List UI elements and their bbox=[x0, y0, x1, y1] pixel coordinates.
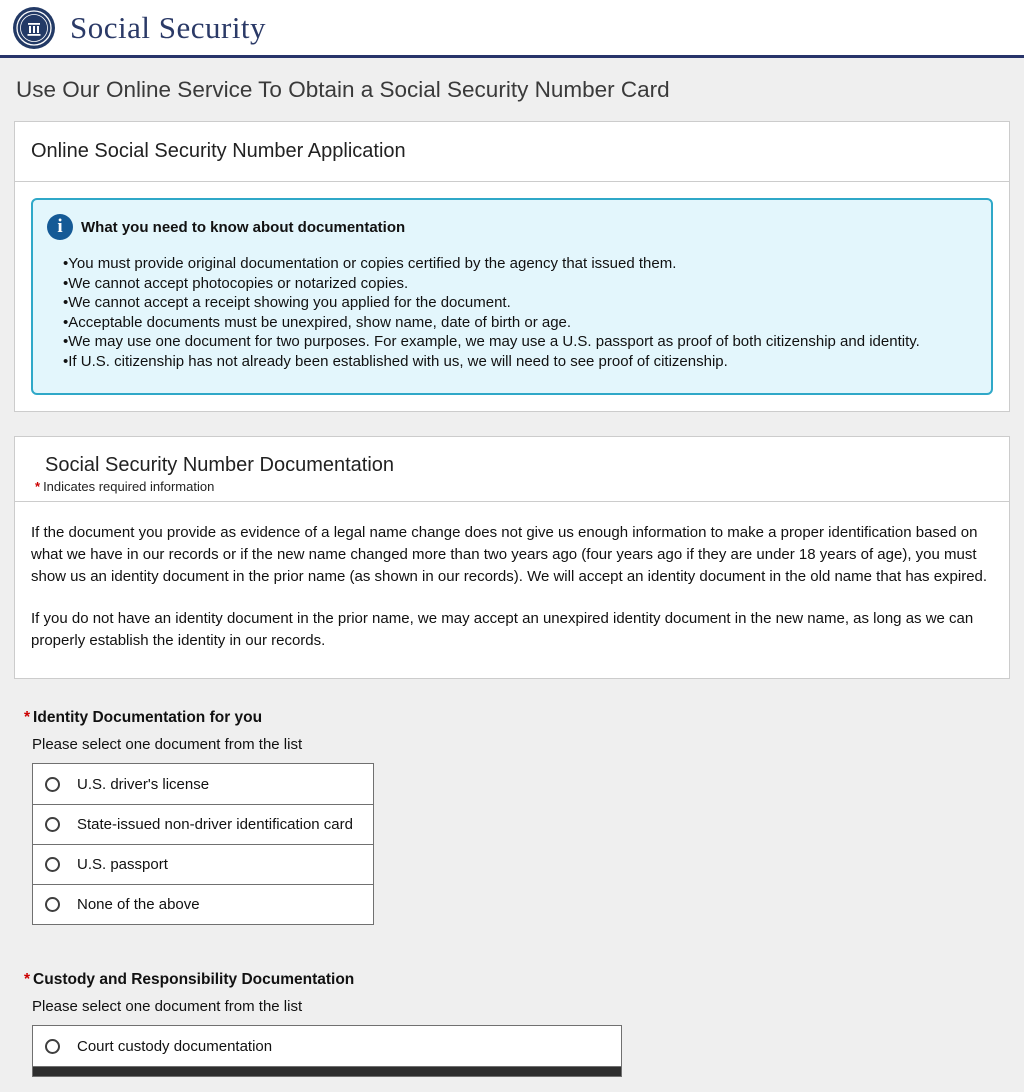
radio-button-icon[interactable] bbox=[45, 857, 60, 872]
custody-instruction: Please select one document from the list bbox=[32, 998, 303, 1015]
radio-option-label: State-issued non-driver identification card bbox=[77, 816, 353, 833]
radio-option-us-passport[interactable] bbox=[33, 844, 373, 884]
radio-option-court-custody-documentation[interactable] bbox=[33, 1026, 621, 1066]
radio-option-label: Court custody documentation bbox=[77, 1037, 273, 1055]
info-bullet-list bbox=[63, 254, 973, 371]
info-bullet: • We may use one document for two purposes. For example, we may use a U.S. passport as proof of both citizenship and identity. bbox=[63, 332, 973, 352]
radio-button-icon[interactable] bbox=[45, 1039, 60, 1054]
radio-button-icon[interactable] bbox=[45, 817, 60, 832]
documentation-paragraph: If the document you provide as evidence of a legal name change does not give us enough information to make a proper identification based on what we have in our records or if the new name changed more than two years ago (four years ago if they are under 18 years of age), you must show us an identity document in the prior name (as shown in our records). We will accept an identity document in the old name that has expired. bbox=[31, 524, 988, 585]
page-title: Use Our Online Service To Obtain a Social Security Number Card bbox=[16, 77, 670, 102]
custody-document-radio-list bbox=[32, 1025, 622, 1077]
info-icon: i bbox=[47, 214, 73, 240]
cropped-next-row bbox=[33, 1066, 621, 1076]
custody-documentation-label: * Custody and Responsibility Documentation bbox=[24, 971, 1010, 989]
custody-documentation-section bbox=[24, 971, 1010, 1077]
ssn-documentation-header bbox=[15, 437, 1009, 501]
info-box-title: What you need to know about documentation bbox=[81, 218, 406, 236]
application-card-title: Online Social Security Number Application bbox=[31, 140, 406, 162]
info-bullet: • Acceptable documents must be unexpired, show name, date of birth or age. bbox=[63, 313, 973, 333]
radio-option-none-of-the-above[interactable] bbox=[33, 884, 373, 924]
radio-option-label: U.S. passport bbox=[77, 856, 168, 873]
radio-option-label: U.S. driver's license bbox=[77, 775, 210, 793]
documentation-info-box bbox=[31, 198, 993, 395]
site-header bbox=[0, 0, 1024, 58]
page-content bbox=[0, 77, 1024, 1077]
radio-button-icon[interactable] bbox=[45, 897, 60, 912]
required-information-note: * Indicates required information bbox=[35, 479, 993, 494]
ssn-documentation-title: Social Security Number Documentation bbox=[45, 454, 395, 476]
identity-instruction: Please select one document from the list bbox=[32, 736, 303, 753]
documentation-paragraph: If you do not have an identity document in the prior name, we may accept an unexpired identity document in the new name, as long as we can properly establish the identity in our records. bbox=[31, 610, 974, 649]
ssa-seal-logo bbox=[12, 6, 56, 50]
info-bullet: • We cannot accept a receipt showing you applied for the document. bbox=[63, 293, 973, 313]
identity-documentation-label: * Identity Documentation for you bbox=[24, 709, 1010, 727]
application-card bbox=[14, 121, 1010, 412]
radio-option-label: None of the above bbox=[77, 896, 200, 913]
info-box-header bbox=[47, 214, 973, 240]
application-card-header bbox=[15, 122, 1009, 181]
info-bullet: • We cannot accept photocopies or notarized copies. bbox=[63, 274, 973, 294]
radio-option-state-issued-id-card[interactable] bbox=[33, 804, 373, 844]
identity-document-radio-list bbox=[32, 763, 374, 925]
ssn-documentation-body bbox=[15, 502, 1009, 678]
info-bullet: • You must provide original documentation or copies certified by the agency that issued them. bbox=[63, 254, 973, 274]
brand-wordmark: Social Security bbox=[70, 9, 267, 45]
identity-documentation-section bbox=[24, 709, 1010, 925]
info-bullet: • If U.S. citizenship has not already been established with us, we will need to see proof of citizenship. bbox=[63, 352, 973, 372]
radio-button-icon[interactable] bbox=[45, 777, 60, 792]
info-box-wrapper bbox=[15, 182, 1009, 411]
ssn-documentation-card bbox=[14, 436, 1010, 679]
radio-option-us-drivers-license[interactable] bbox=[33, 764, 373, 804]
